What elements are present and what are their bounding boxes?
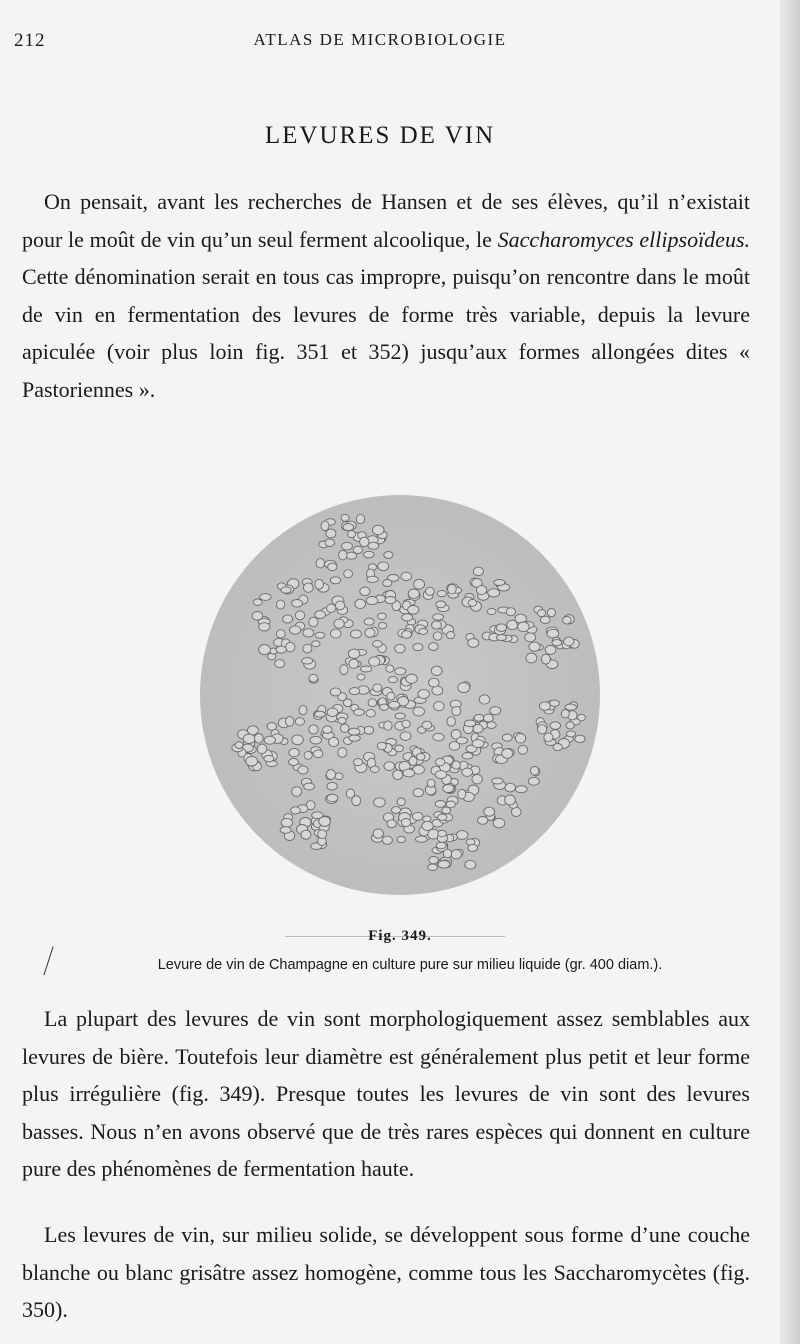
yeast-cell [395,668,406,675]
yeast-cell [462,768,473,776]
yeast-cell [553,744,562,751]
yeast-cell [368,542,379,549]
yeast-cell [412,812,423,820]
yeast-cell [384,552,393,559]
paragraph-solid-medium [22,1216,750,1329]
yeast-cell [433,733,444,741]
yeast-cell [357,674,365,680]
yeast-cell [538,610,546,617]
running-title: ATLAS DE MICROBIOLOGIE [253,30,507,49]
yeast-cell [364,726,373,734]
yeast-cell [397,836,405,842]
yeast-cell [327,782,337,790]
yeast-cell [428,864,438,870]
yeast-cell [384,762,395,771]
yeast-cell [373,684,382,692]
yeast-cell [342,542,353,550]
yeast-cell [289,758,299,765]
yeast-cell [299,705,307,714]
yeast-cell [564,637,574,646]
yeast-cell [366,597,378,605]
page-edge-shadow [780,0,800,1344]
yeast-cell [575,735,585,742]
yeast-cell [456,737,467,744]
yeast-cell [494,580,505,586]
yeast-cell [315,579,324,589]
yeast-cell [259,645,271,655]
yeast-cell [468,844,478,851]
yeast-cell [401,819,410,827]
yeast-cell [351,630,362,638]
yeast-cell [352,796,361,806]
yeast-cell [318,830,327,839]
yeast-cell [431,666,442,675]
yeast-cell [340,724,349,732]
yeast-cell [393,770,403,779]
yeast-cell [540,616,550,623]
yeast-cell [456,831,468,840]
yeast-cell [235,742,243,749]
yeast-cell [368,699,377,707]
yeast-cell [418,690,430,699]
yeast-cell [291,807,301,814]
yeast-cell [484,714,494,722]
yeast-cell [502,749,513,759]
yeast-cell [435,801,445,808]
yeast-cell [252,612,263,621]
yeast-cell [354,709,365,715]
yeast-cell [295,718,304,726]
yeast-cell [330,577,340,584]
yeast-cell [529,642,540,651]
yeast-cell [340,665,348,675]
yeast-cell [346,552,356,559]
micrograph-figure [200,495,600,895]
page-number: 212 [14,30,46,51]
yeast-cell [386,665,394,672]
yeast-cell [309,674,318,682]
yeast-cell [414,579,425,589]
yeast-cell [276,600,284,609]
yeast-cell [264,736,275,744]
yeast-cell [545,645,556,654]
yeast-cell [468,599,477,606]
yeast-cell [438,861,450,869]
yeast-cell [372,525,384,535]
yeast-cell [429,643,439,651]
yeast-cell [408,606,419,615]
yeast-cell [539,702,550,711]
yeast-cell [335,601,344,610]
yeast-cell [484,807,495,816]
yeast-cell [451,850,461,859]
yeast-cell [515,786,527,793]
yeast-cell [563,616,572,624]
yeast-cell [518,622,530,632]
yeast-cell [458,789,466,799]
yeast-cell [566,722,574,729]
yeast-cell [438,830,447,837]
yeast-cell [395,745,404,752]
yeast-cell [422,821,433,830]
paragraph-morphology-text: La plupart des levures de vin sont morphologiquement assez semblables aux levures de bière. Toutefois leur diamètre est généralement plus petit et leur forme plus irrégulière (fig. 349). Presque toutes les levures de vin sont des levures basses. Nous n’en avons observé que de très rares espèces qui donnent en culture pure des phénomènes de fermentation haute. [22,1006,750,1181]
yeast-cell [341,514,349,521]
yeast-cell [436,601,446,608]
yeast-cell [547,629,559,638]
yeast-cell [472,774,482,784]
yeast-cell [377,742,386,749]
yeast-cell [473,724,483,733]
yeast-cell [348,649,360,658]
yeast-cell [429,678,440,687]
yeast-cell [400,732,411,741]
yeast-cell [360,537,369,547]
paragraph-intro-part1: On pensait, avant les recherches de Hansen et de ses élèves, qu’il n’existait pour le moût de vin qu’un seul ferment alcoolique, le [22,189,750,252]
yeast-cell [366,710,375,717]
yeast-cell [356,514,364,523]
yeast-cell [319,817,331,827]
yeast-cell [388,701,399,708]
yeast-cell [458,683,470,693]
yeast-cell [281,818,293,827]
yeast-cell [401,572,412,580]
yeast-cell [349,735,361,741]
yeast-cell [326,770,335,780]
yeast-cell [502,734,512,741]
yeast-cell [432,686,443,695]
yeast-cell [528,777,539,785]
yeast-cell [492,778,503,784]
yeast-cell [295,611,304,620]
yeast-cell [281,587,291,593]
yeast-cell [468,639,479,648]
yeast-cell [335,773,343,780]
yeast-cell [384,721,392,730]
yeast-cells-illustration [200,495,600,895]
yeast-cell [419,628,428,634]
yeast-cell [254,734,263,744]
yeast-cell [289,748,300,756]
yeast-cell [338,748,347,758]
yeast-cell [280,827,291,834]
yeast-cell [395,713,405,719]
yeast-cell [426,587,435,595]
yeast-cell [530,767,538,776]
yeast-cell [379,622,387,628]
yeast-cell [315,611,326,619]
yeast-cell [473,567,483,575]
yeast-cell [292,787,302,797]
yeast-cell [479,695,490,704]
figure-caption: Levure de vin de Champagne en culture pure sur milieu liquide (gr. 400 diam.). [157,957,663,973]
yeast-cell [360,587,370,596]
yeast-cell [314,711,325,717]
yeast-cell [330,629,341,638]
yeast-cell [525,633,536,642]
yeast-cell [304,751,312,759]
yeast-cell [432,621,442,629]
yeast-cell [275,660,285,668]
yeast-cell [446,801,455,808]
yeast-cell [349,688,359,695]
yeast-cell [493,818,505,828]
yeast-cell [292,600,303,608]
yeast-cell [301,830,311,839]
yeast-cell [403,769,415,777]
yeast-cell [303,583,313,592]
yeast-cell [487,722,497,729]
yeast-cell [506,608,515,616]
yeast-cell [452,761,460,769]
yeast-cell [355,599,366,608]
yeast-cell [518,745,527,754]
yeast-cell [259,623,270,631]
yeast-cell [544,733,553,742]
yeast-cell [550,700,560,706]
yeast-cell [388,677,397,683]
yeast-cell [437,590,446,596]
yeast-cell [443,849,451,858]
yeast-cell [326,529,336,538]
yeast-cell [427,779,435,787]
yeast-cell [488,589,500,597]
yeast-cell [552,640,562,646]
yeast-cell [378,613,387,619]
yeast-cell [298,766,308,774]
yeast-cell [286,642,295,652]
yeast-cell [465,860,476,869]
yeast-cell [276,630,285,638]
yeast-cell [292,735,304,745]
yeast-cell [447,632,455,639]
yeast-cell [303,644,312,653]
yeast-cell [243,734,255,744]
yeast-cell [387,820,396,828]
yeast-cell [364,618,374,625]
yeast-cell [472,740,484,748]
yeast-cell [561,710,569,718]
yeast-cell [406,674,418,683]
yeast-cell [309,617,318,627]
yeast-cell [402,720,410,728]
yeast-cell [408,589,419,598]
yeast-cell [338,717,346,724]
yeast-cell [253,599,262,606]
yeast-cell [310,736,322,744]
yeast-cell [434,702,445,711]
yeast-cell [267,723,277,731]
yeast-cell [329,737,339,746]
yeast-cell [538,725,547,734]
yeast-cell [330,688,341,696]
yeast-cell [286,717,294,727]
yeast-cell [476,586,486,595]
yeast-cell [323,726,332,734]
yeast-cell [260,594,272,601]
yeast-cell [373,641,383,648]
paragraph-intro [22,183,750,408]
yeast-cell [365,628,375,637]
yeast-cell [387,692,395,700]
yeast-cell [325,539,334,547]
yeast-cell [290,626,301,634]
yeast-cell [452,706,461,715]
yeast-cell [526,653,537,663]
yeast-cell [321,521,329,531]
yeast-cell [334,619,344,628]
yeast-cell [246,756,258,766]
yeast-cell [343,524,354,531]
yeast-cell [369,657,380,666]
yeast-cell [316,558,325,568]
yeast-cell [433,614,444,620]
yeast-cell [360,666,371,672]
yeast-cell [413,707,425,716]
yeast-cell [364,551,375,558]
yeast-cell [283,615,293,623]
yeast-cell [429,856,438,863]
yeast-cell [374,798,386,807]
yeast-cell [328,563,337,571]
yeast-cell [436,842,446,849]
yeast-cell [302,658,313,664]
yeast-cell [422,721,432,729]
yeast-cell [264,755,274,762]
yeast-cell [435,771,447,779]
yeast-cell [327,708,338,716]
yeast-cell [367,576,379,582]
yeast-cell [391,807,400,814]
yeast-cell [303,629,314,637]
yeast-cell [447,717,456,726]
yeast-cell [354,759,363,766]
yeast-cell [385,597,396,604]
running-header [0,30,780,54]
yeast-cell [417,753,425,760]
yeast-cell [312,641,320,647]
yeast-cell [257,744,267,754]
section-title: LEVURES DE VIN [264,122,496,149]
yeast-cell [402,631,412,639]
yeast-cell [490,707,501,715]
yeast-cell [433,632,442,640]
yeast-cell [547,609,555,617]
yeast-cell [383,580,392,587]
yeast-cell [339,550,347,560]
yeast-cell [448,584,457,594]
yeast-cell [304,783,315,790]
yeast-cell [276,646,286,653]
yeast-cell [382,836,392,844]
yeast-cell [462,753,473,760]
yeast-cell [409,757,417,766]
yeast-cell [402,614,413,621]
yeast-cell [515,734,525,744]
yeast-cell [344,570,353,578]
yeast-cell [327,794,338,802]
yeast-cell [505,783,516,792]
yeast-cell [443,785,454,793]
yeast-cell [309,725,318,734]
yeast-cell [496,624,506,632]
yeast-cell [416,836,428,842]
yeast-cell [438,814,447,820]
yeast-cell [474,714,484,721]
paragraph-intro-part2: Cette dénomination serait en tous cas impropre, puisqu’on rencontre dans le moût de vin en fermentation des levures de forme très variable, depuis la levure apiculée (voir plus loin fig. 351 et 352) jusqu’aux formes allongées dites « Pastoriennes ». [22,264,750,402]
paragraph-morphology [22,1000,750,1188]
yeast-cell [327,604,336,612]
yeast-cell [378,562,389,571]
yeast-cell [370,766,379,772]
yeast-cell [497,635,507,641]
yeast-cell [395,644,405,653]
yeast-cell [397,798,405,806]
yeast-cell [348,531,356,538]
yeast-cell [566,731,575,737]
yeast-cell [313,750,323,758]
yeast-cell [248,726,259,735]
yeast-cell [413,644,423,651]
figure-label: Fig. 349. [368,928,432,944]
yeast-cell [550,722,560,730]
yeast-cell [315,632,325,638]
yeast-cell [348,728,360,735]
yeast-cell [380,704,389,710]
species-name: Saccharomyces ellipsoïdeus. [497,226,751,252]
yeast-cell [373,829,383,838]
paragraph-solid-medium-text: Les levures de vin, sur milieu solide, se développent sous forme d’une couche blanche ou blanc grisâtre assez homogène, comme tous les Saccharomycètes (fig. 350). [22,1222,750,1322]
yeast-cell [542,654,551,664]
yeast-cell [413,789,423,797]
yeast-cell [349,659,359,668]
yeast-cell [505,795,516,805]
yeast-cell [565,704,576,710]
yeast-cell [436,758,445,766]
yeast-cell [487,608,496,614]
